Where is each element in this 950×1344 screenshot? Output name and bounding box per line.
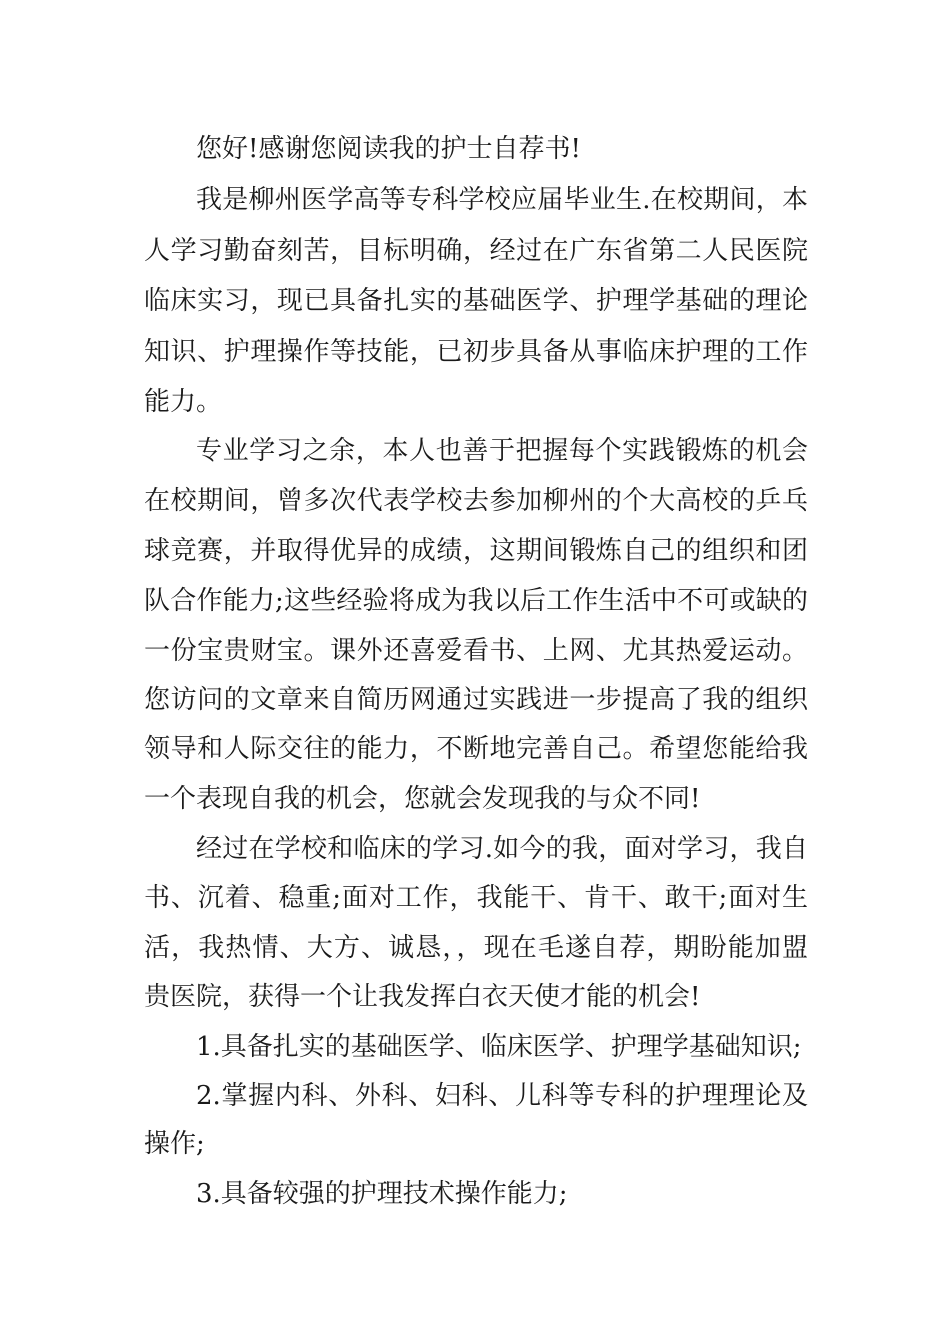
greeting-line: 您好!感谢您阅读我的护士自荐书! (196, 134, 581, 164)
paragraph-3-line-2: 书、沉着、稳重;面对工作，我能干、肯干、敢干;面对生 (144, 883, 808, 913)
paragraph-2-line-2: 在校期间，曾多次代表学校去参加柳州的个大高校的乒乓 (144, 486, 808, 516)
paragraph-1-line-3: 临床实习，现已具备扎实的基础医学、护理学基础的理论 (144, 286, 808, 316)
list-item-2-line-2: 操作; (144, 1129, 205, 1159)
paragraph-3-line-1: 经过在学校和临床的学习.如今的我，面对学习，我自 (196, 834, 808, 864)
paragraph-2-line-6: 您访问的文章来自简历网通过实践进一步提高了我的组织 (144, 685, 808, 715)
paragraph-3-line-3: 活，我热情、大方、诚恳，，现在毛遂自荐，期盼能加盟 (144, 933, 808, 963)
paragraph-2-line-7: 领导和人际交往的能力，不断地完善自己。希望您能给我 (144, 734, 808, 764)
list-item-3: 3.具备较强的护理技术操作能力; (196, 1179, 568, 1209)
paragraph-2-line-3: 球竞赛，并取得优异的成绩，这期间锻炼自己的组织和团 (144, 536, 808, 566)
paragraph-2-line-8: 一个表现自我的机会，您就会发现我的与众不同! (144, 784, 701, 814)
paragraph-1-line-4: 知识、护理操作等技能，已初步具备从事临床护理的工作 (144, 337, 808, 367)
paragraph-3-line-4: 贵医院，获得一个让我发挥白衣天使才能的机会! (144, 982, 701, 1012)
paragraph-1-line-5: 能力。 (144, 387, 223, 417)
paragraph-1-line-1: 我是柳州医学高等专科学校应届毕业生.在校期间，本 (196, 185, 808, 215)
paragraph-2-line-4: 队合作能力;这些经验将成为我以后工作生活中不可或缺的 (144, 586, 808, 616)
list-item-1: 1.具备扎实的基础医学、临床医学、护理学基础知识; (196, 1032, 802, 1062)
paragraph-2-line-1: 专业学习之余，本人也善于把握每个实践锻炼的机会 (196, 436, 808, 466)
paragraph-1-line-2: 人学习勤奋刻苦，目标明确，经过在广东省第二人民医院 (144, 236, 808, 266)
list-item-2-line-1: 2.掌握内科、外科、妇科、儿科等专科的护理理论及 (196, 1081, 808, 1111)
paragraph-2-line-5: 一份宝贵财宝。课外还喜爱看书、上网、尤其热爱运动。 (144, 636, 808, 666)
